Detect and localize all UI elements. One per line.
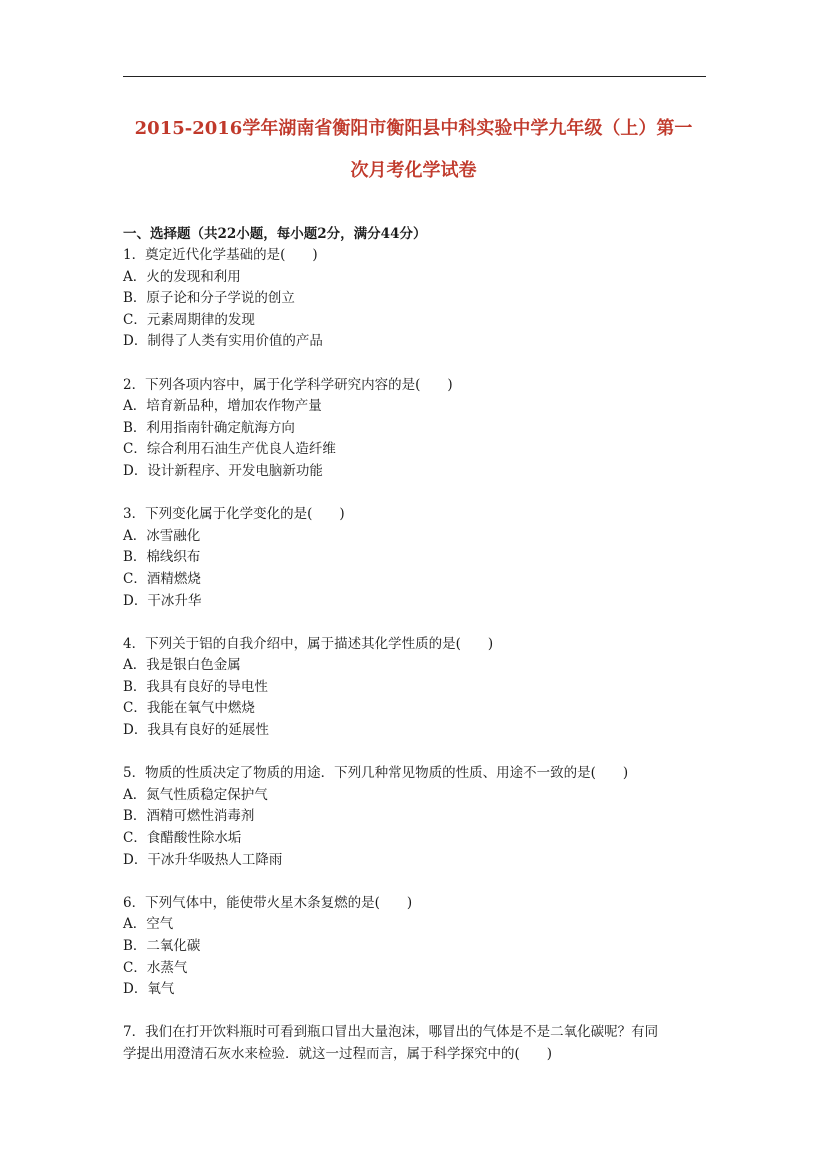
question-stem-line-2: 学提出用澄清石灰水来检验．就这一过程而言，属于科学探究中的( ) bbox=[123, 1045, 553, 1062]
paper-title-line-1: 2015-2016学年湖南省衡阳市衡阳县中科实验中学九年级（上）第一 bbox=[134, 118, 693, 139]
option-c: C．我能在氧气中燃烧 bbox=[123, 700, 255, 717]
question-stem: 6．下列气体中，能使带火星木条复燃的是( ) bbox=[123, 894, 413, 911]
exam-content bbox=[123, 223, 713, 1066]
option-d: D．氧气 bbox=[123, 981, 175, 998]
option-b: B．二氧化碳 bbox=[123, 938, 201, 954]
option-b: B．棉线织布 bbox=[123, 549, 201, 566]
question-stem: 2．下列各项内容中，属于化学科学研究内容的是( ) bbox=[123, 376, 453, 393]
question-3 bbox=[123, 504, 713, 612]
paper-title-line-2: 次月考化学试卷 bbox=[350, 160, 477, 181]
question-stem: 3．下列变化属于化学变化的是( ) bbox=[123, 506, 345, 523]
option-a: A．火的发现和利用 bbox=[123, 268, 241, 285]
question-stem: 4．下列关于铝的自我介绍中，属于描述其化学性质的是( ) bbox=[123, 635, 494, 652]
option-d: D．干冰升华吸热人工降雨 bbox=[123, 851, 283, 868]
option-b: B．酒精可燃性消毒剂 bbox=[123, 808, 255, 825]
option-a: A．培育新品种，增加农作物产量 bbox=[123, 398, 322, 415]
question-4 bbox=[123, 634, 713, 742]
section-heading: 一、选择题（共22小题，每小题2分，满分44分） bbox=[123, 226, 427, 242]
option-a: A．冰雪融化 bbox=[123, 527, 201, 544]
question-5 bbox=[123, 763, 713, 871]
option-a: A．空气 bbox=[123, 916, 174, 933]
question-1 bbox=[123, 245, 713, 353]
option-b: B．利用指南针确定航海方向 bbox=[123, 419, 295, 436]
option-a: A．我是银白色金属 bbox=[123, 657, 241, 674]
question-stem: 5．物质的性质决定了物质的用途．下列几种常见物质的性质、用途不一致的是( ) bbox=[123, 765, 629, 782]
option-c: C．综合利用石油生产优良人造纤维 bbox=[123, 441, 336, 458]
question-2 bbox=[123, 375, 713, 483]
question-7 bbox=[123, 1022, 713, 1065]
option-d: D．干冰升华 bbox=[123, 592, 202, 609]
option-c: C．食醋酸性除水垢 bbox=[123, 830, 242, 847]
question-6 bbox=[123, 893, 713, 1001]
option-c: C．元素周期律的发现 bbox=[123, 311, 255, 328]
option-b: B．原子论和分子学说的创立 bbox=[123, 290, 295, 307]
option-d: D．设计新程序、开发电脑新功能 bbox=[123, 462, 323, 479]
question-stem-line-1: 7．我们在打开饮料瓶时可看到瓶口冒出大量泡沫，哪冒出的气体是不是二氧化碳呢？有同 bbox=[123, 1024, 659, 1041]
option-b: B．我具有良好的导电性 bbox=[123, 678, 268, 695]
option-d: D．我具有良好的延展性 bbox=[123, 722, 269, 739]
header-rule bbox=[123, 76, 706, 77]
option-c: C．酒精燃烧 bbox=[123, 570, 201, 587]
option-d: D．制得了人类有实用价值的产品 bbox=[123, 333, 323, 350]
question-stem: 1．奠定近代化学基础的是( ) bbox=[123, 247, 318, 263]
option-c: C．水蒸气 bbox=[123, 959, 188, 976]
option-a: A．氮气性质稳定保护气 bbox=[123, 786, 268, 803]
